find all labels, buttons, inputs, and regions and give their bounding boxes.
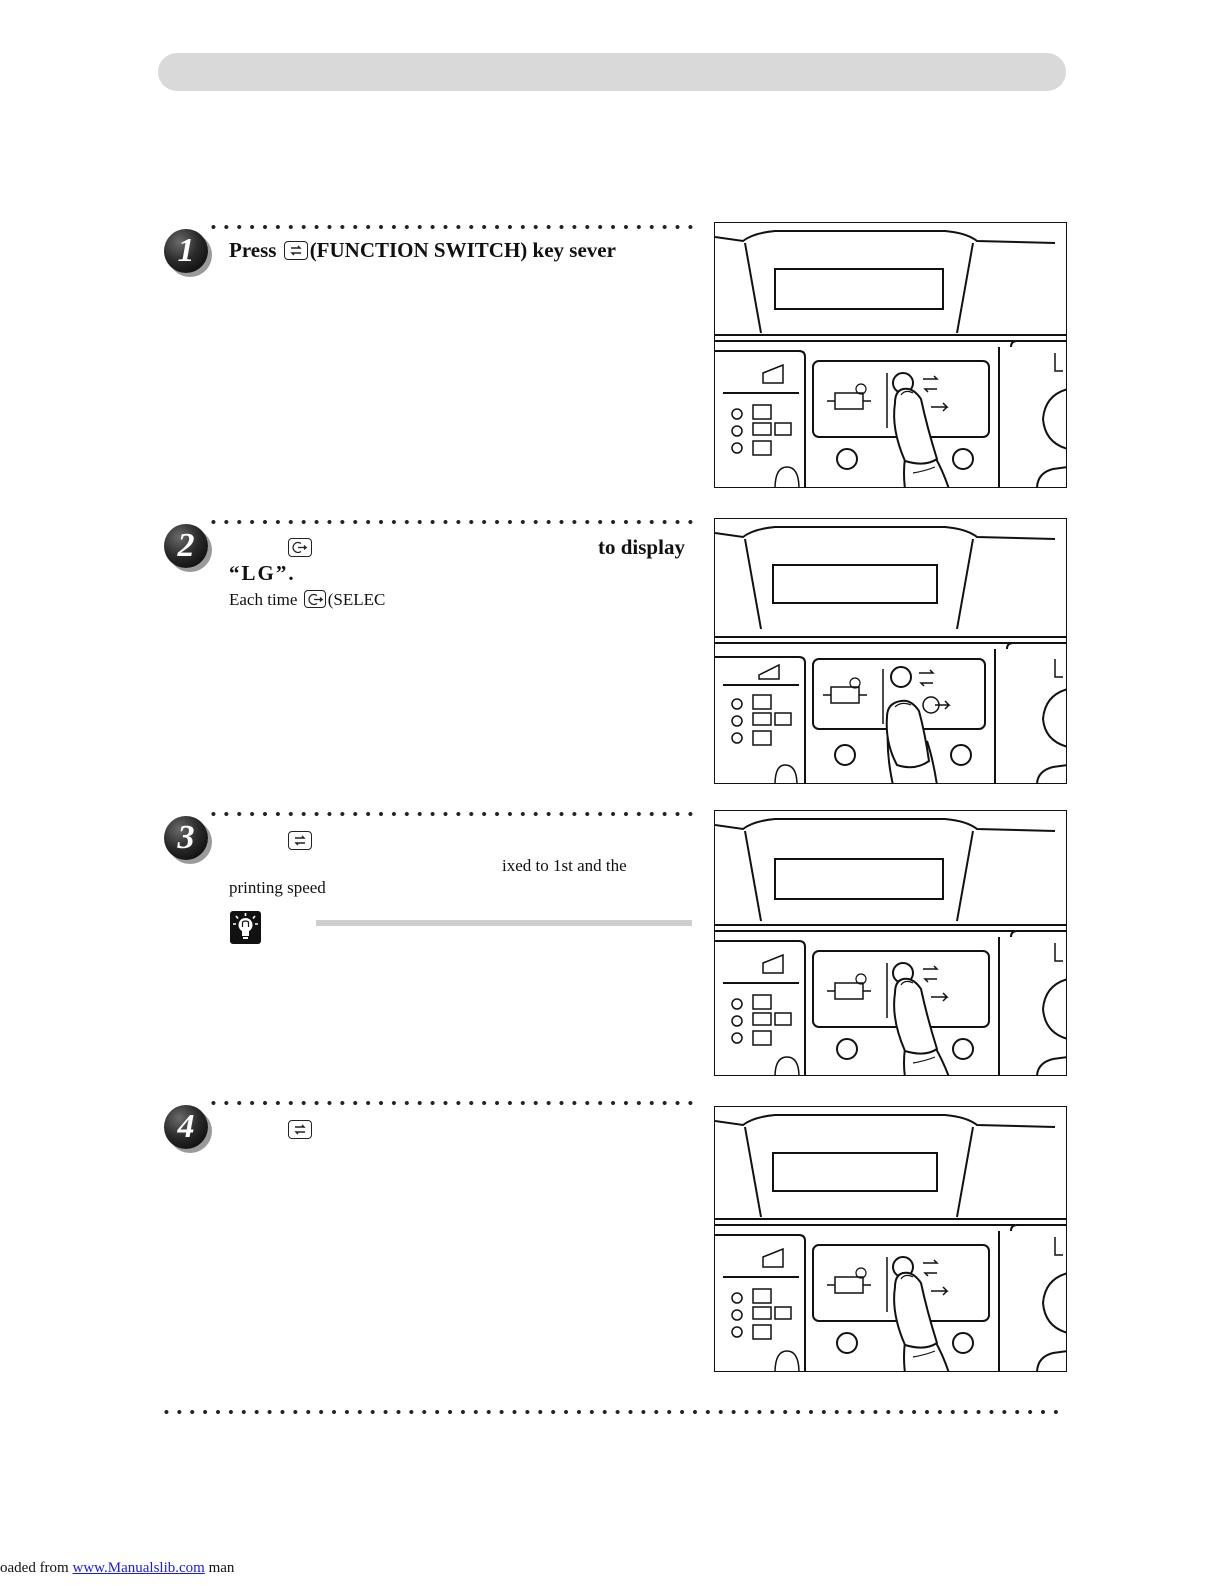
step-number-4: 4 (164, 1105, 208, 1149)
function-switch-key-icon (288, 831, 312, 850)
step-number-1: 1 (164, 229, 208, 273)
step-3-text-line1: ixed to 1st and the (502, 856, 627, 875)
step-2-text (229, 590, 385, 610)
panel-illustration-4 (714, 1106, 1067, 1372)
step-1-heading (229, 238, 616, 263)
step-2-text-post: (SELEC (327, 590, 386, 609)
footer-link[interactable]: www.Manualslib.com (72, 1560, 205, 1576)
step-divider-2 (207, 520, 693, 524)
step-divider-4 (207, 1101, 693, 1105)
step-2-text-pre: Each time (229, 590, 302, 609)
step-divider-3 (207, 812, 693, 816)
footer-suffix: man (204, 1560, 235, 1576)
panel-illustration-2 (714, 518, 1067, 784)
hint-separator-bar (316, 920, 692, 926)
step-divider-1 (207, 225, 693, 229)
step-2-heading-right: to display (598, 535, 685, 559)
select-key-icon (288, 538, 312, 557)
step-1-heading-pre: Press (229, 238, 282, 262)
function-switch-key-icon (288, 1120, 312, 1139)
step-3-text-line2: printing speed (229, 878, 326, 897)
step-4-heading-key (286, 1117, 314, 1142)
step-2-heading-line2: “LG”. (229, 561, 296, 585)
step-3-heading-key (286, 828, 314, 853)
footer-prefix: oaded from (0, 1560, 73, 1576)
panel-illustration-1 (714, 222, 1067, 488)
lightbulb-hint-icon (230, 911, 261, 944)
step-number-2: 2 (164, 524, 208, 568)
panel-illustration-3 (714, 810, 1067, 1076)
bottom-divider (160, 1410, 1066, 1414)
footer-source (0, 1560, 234, 1577)
function-switch-key-icon (284, 241, 308, 260)
step-number-3: 3 (164, 816, 208, 860)
step-1-heading-post: (FUNCTION SWITCH) key sever (309, 238, 616, 262)
step-2-heading-key (286, 535, 314, 560)
section-header-bar (158, 53, 1066, 91)
select-key-icon (304, 590, 326, 608)
